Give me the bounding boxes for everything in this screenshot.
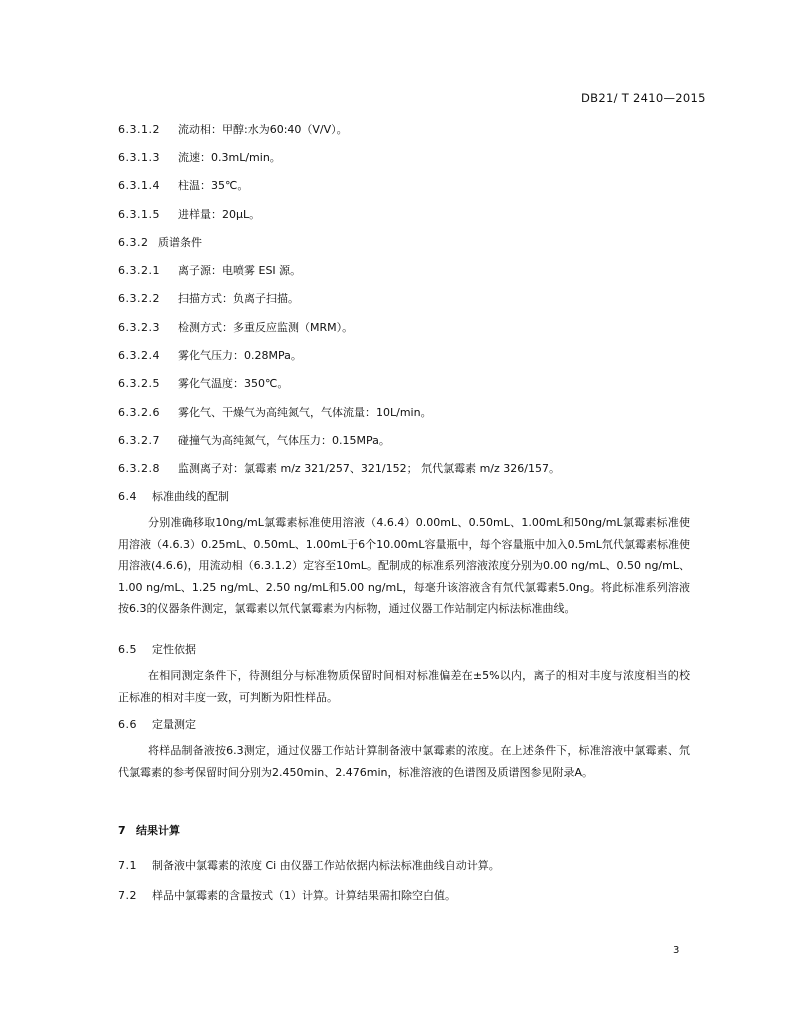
clause-6-3-1-2: 6.3.1.2 流动相：甲醇:水为60:40（V/V）。 (118, 123, 348, 136)
clause-6-3-2-5: 6.3.2.5 雾化气温度：350℃。 (118, 377, 289, 390)
clause-7-2: 7.2 样品中氯霉素的含量按式（1）计算。计算结果需扣除空白值。 (118, 889, 456, 902)
standard-number: DB21/ T 2410—2015 (581, 91, 706, 105)
clause-6-3-1-3: 6.3.1.3 流速：0.3mL/min。 (118, 151, 281, 164)
clause-6-3-2: 6.3.2 质谱条件 (118, 236, 202, 249)
clause-6-3-1-4: 6.3.1.4 柱温：35℃。 (118, 179, 249, 192)
clause-6-3-2-2: 6.3.2.2 扫描方式：负离子扫描。 (118, 292, 299, 305)
section-6-5-heading: 6.5 定性依据 (118, 643, 196, 656)
section-6-4-heading: 6.4 标准曲线的配制 (118, 490, 229, 503)
clause-6-3-2-4: 6.3.2.4 雾化气压力：0.28MPa。 (118, 349, 302, 362)
clause-7-1: 7.1 制备液中氯霉素的浓度 Ci 由仪器工作站依据内标法标准曲线自动计算。 (118, 859, 500, 872)
clause-6-3-1-5: 6.3.1.5 进样量：20μL。 (118, 208, 261, 221)
section-6-6-heading: 6.6 定量测定 (118, 718, 196, 731)
paragraph-6-4: 分别准确移取10ng/mL氯霉素标准使用溶液（4.6.4）0.00mL、0.50mL、1.00mL和50ng/mL氯霉素标准使用溶液（4.6.3）0.25mL、0.50mL、1.00mL于6个10.00mL容量瓶中，每个容量瓶中加入0.5mL氘代氯霉素标准使用溶液(4.6.6)，用流动相（6.3.1.2）定容至10mL。配制成的标准系列溶液浓度分别为0.00 ng/mL、0.50 ng/mL、1.00 ng/mL、1.25 ng/mL、2.50 ng/mL和5.00 ng/mL，每毫升该溶液含有氘代氯霉素5.0ng。将此标准系列溶液按6.3的仪器条件测定，氯霉素以氘代氯霉素为内标物，通过仪器工作站制定内标法标准曲线。 (118, 516, 690, 615)
paragraph-6-5: 在相同测定条件下，待测组分与标准物质保留时间相对标准偏差在±5%以内，离子的相对丰度与浓度相当的校正标准的相对丰度一致，可判断为阳性样品。 (118, 669, 690, 704)
page-number: 3 (673, 945, 680, 956)
chapter-7-heading: 7 结果计算 (118, 824, 180, 837)
clause-6-3-2-7: 6.3.2.7 碰撞气为高纯氮气，气体压力：0.15MPa。 (118, 434, 390, 447)
paragraph-6-6: 将样品制备液按6.3测定，通过仪器工作站计算制备液中氯霉素的浓度。在上述条件下，标准溶液中氯霉素、氘代氯霉素的参考保留时间分别为2.450min、2.476min，标准溶液的色谱图及质谱图参见附录A。 (118, 744, 690, 779)
clause-6-3-2-6: 6.3.2.6 雾化气、干燥气为高纯氮气，气体流量：10L/min。 (118, 406, 432, 419)
clause-6-3-2-1: 6.3.2.1 离子源：电喷雾 ESI 源。 (118, 264, 302, 277)
clause-6-3-2-3: 6.3.2.3 检测方式：多重反应监测（MRM）。 (118, 321, 354, 334)
clause-6-3-2-8: 6.3.2.8 监测离子对：氯霉素 m/z 321/257、321/152； 氘代氯霉素 m/z 326/157。 (118, 462, 560, 475)
